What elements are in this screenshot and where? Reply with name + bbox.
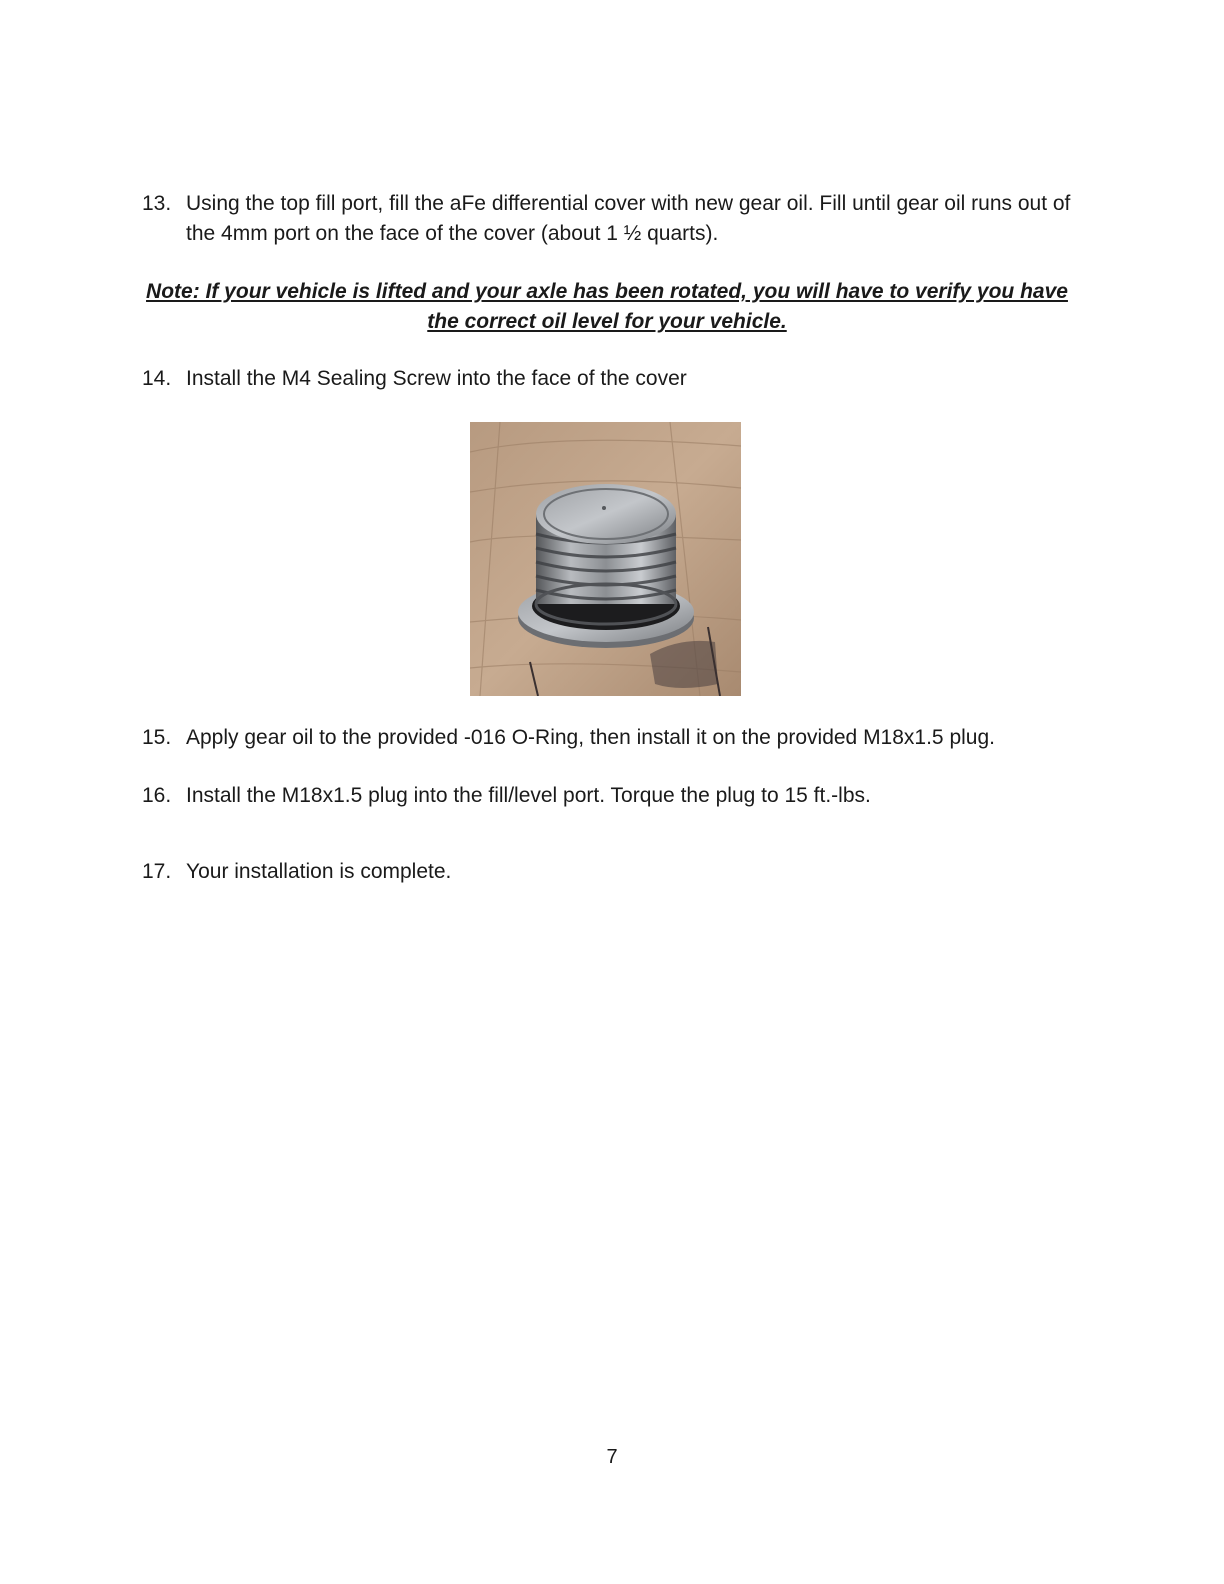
plug-illustration: [470, 422, 741, 696]
step-14: [142, 364, 1072, 394]
step-number: 13.: [142, 192, 172, 215]
page-number: 7: [606, 1446, 618, 1468]
step-text: Your installation is complete.: [186, 860, 452, 883]
step-text: Install the M18x1.5 plug into the fill/level port. Torque the plug to 15 ft.-lbs.: [186, 784, 871, 807]
step-text: Using the top fill port, fill the aFe differential cover with new gear oil. Fill until gear oil runs out of the 4mm port on the face of the cover (about 1 ½ quarts).: [186, 192, 1071, 245]
step-15: [142, 723, 1072, 753]
plug-photo: [470, 422, 741, 696]
step-text: Apply gear oil to the provided -016 O-Ring, then install it on the provided M18x1.5 plug.: [186, 726, 995, 749]
step-number: 14.: [142, 367, 172, 390]
step-16: [142, 781, 1072, 811]
step-17: [142, 857, 1072, 887]
step-number: 16.: [142, 784, 172, 807]
step-number: 15.: [142, 726, 172, 749]
step-number: 17.: [142, 860, 172, 883]
step-13: [142, 189, 1072, 249]
note-warning: Note: If your vehicle is lifted and your axle has been rotated, you will have to verify you have the correct oil level for your vehicle.: [146, 280, 1068, 333]
step-text: Install the M4 Sealing Screw into the face of the cover: [186, 367, 687, 390]
